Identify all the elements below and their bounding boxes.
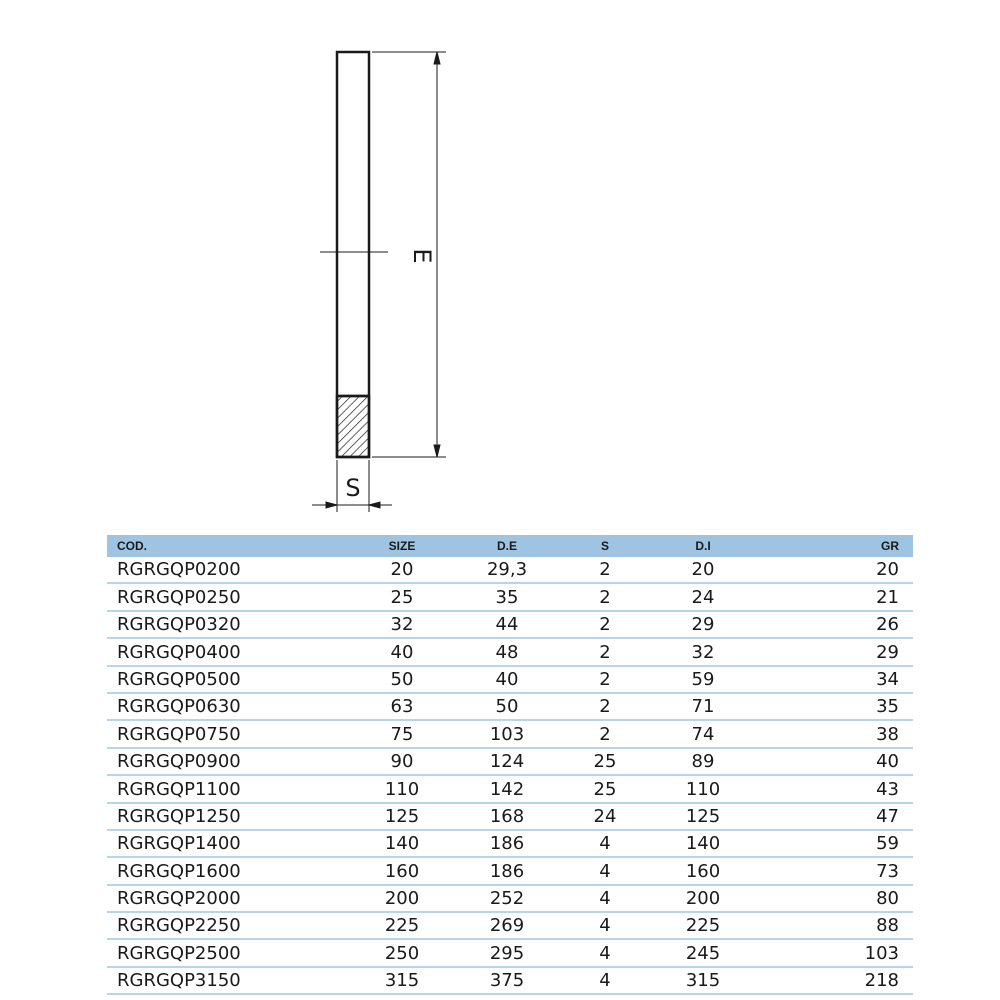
table-row (107, 830, 913, 857)
cell-s: 2 (557, 693, 653, 720)
header-size: SIZE (347, 535, 457, 557)
specification-table (107, 535, 913, 995)
cell-di: 32 (653, 638, 753, 665)
table-header-row (107, 535, 913, 557)
cell-di: 89 (653, 748, 753, 775)
cell-di: 29 (653, 611, 753, 638)
cell-s: 4 (557, 857, 653, 884)
cell-gr: 26 (753, 611, 913, 638)
cell-size: 125 (347, 803, 457, 830)
cell-gr: 40 (753, 748, 913, 775)
table-row (107, 557, 913, 583)
cell-code: RGRGQP0400 (107, 638, 347, 665)
cell-gr: 88 (753, 912, 913, 939)
cell-code: RGRGQP0900 (107, 748, 347, 775)
cell-s: 2 (557, 638, 653, 665)
cell-s: 2 (557, 583, 653, 610)
cell-size: 50 (347, 666, 457, 693)
cell-gr: 21 (753, 583, 913, 610)
cell-de: 186 (457, 857, 557, 884)
cell-di: 24 (653, 583, 753, 610)
header-de: D.E (457, 535, 557, 557)
cell-di: 110 (653, 775, 753, 802)
cell-code: RGRGQP2250 (107, 912, 347, 939)
table-row (107, 803, 913, 830)
dimension-label-s: S (345, 474, 361, 502)
cell-code: RGRGQP1250 (107, 803, 347, 830)
hatched-section (337, 396, 369, 457)
cell-s: 25 (557, 748, 653, 775)
table-row (107, 666, 913, 693)
cell-di: 71 (653, 693, 753, 720)
cell-size: 315 (347, 967, 457, 994)
cell-gr: 80 (753, 885, 913, 912)
table-row (107, 857, 913, 884)
cell-de: 168 (457, 803, 557, 830)
cell-de: 103 (457, 720, 557, 747)
table-row (107, 748, 913, 775)
cell-code: RGRGQP3150 (107, 967, 347, 994)
cell-di: 245 (653, 939, 753, 966)
table-row (107, 885, 913, 912)
cell-gr: 218 (753, 967, 913, 994)
cell-gr: 35 (753, 693, 913, 720)
cell-code: RGRGQP1400 (107, 830, 347, 857)
cell-size: 20 (347, 557, 457, 583)
cell-gr: 59 (753, 830, 913, 857)
cell-de: 186 (457, 830, 557, 857)
cell-code: RGRGQP0320 (107, 611, 347, 638)
cell-size: 25 (347, 583, 457, 610)
cell-s: 2 (557, 720, 653, 747)
header-s: S (557, 535, 653, 557)
cell-size: 40 (347, 638, 457, 665)
cell-code: RGRGQP1100 (107, 775, 347, 802)
cell-di: 225 (653, 912, 753, 939)
cell-gr: 103 (753, 939, 913, 966)
table-row (107, 912, 913, 939)
cell-de: 124 (457, 748, 557, 775)
cell-size: 225 (347, 912, 457, 939)
table-row (107, 967, 913, 994)
cell-s: 25 (557, 775, 653, 802)
table-row (107, 583, 913, 610)
cell-code: RGRGQP2500 (107, 939, 347, 966)
cell-size: 63 (347, 693, 457, 720)
table-row (107, 611, 913, 638)
cell-s: 24 (557, 803, 653, 830)
cell-size: 32 (347, 611, 457, 638)
cell-di: 160 (653, 857, 753, 884)
cell-code: RGRGQP0200 (107, 557, 347, 583)
header-gr: GR (753, 535, 913, 557)
table-row (107, 638, 913, 665)
cell-code: RGRGQP0750 (107, 720, 347, 747)
gasket-profile (337, 52, 369, 457)
table-row (107, 720, 913, 747)
cell-size: 160 (347, 857, 457, 884)
cell-size: 140 (347, 830, 457, 857)
cell-code: RGRGQP0630 (107, 693, 347, 720)
cell-size: 90 (347, 748, 457, 775)
cell-gr: 29 (753, 638, 913, 665)
cell-size: 250 (347, 939, 457, 966)
cell-gr: 73 (753, 857, 913, 884)
header-cod: COD. (107, 535, 347, 557)
cell-size: 110 (347, 775, 457, 802)
cell-s: 4 (557, 912, 653, 939)
cell-gr: 47 (753, 803, 913, 830)
cell-di: 74 (653, 720, 753, 747)
cell-de: 252 (457, 885, 557, 912)
cell-de: 50 (457, 693, 557, 720)
cell-di: 140 (653, 830, 753, 857)
cell-size: 200 (347, 885, 457, 912)
cell-de: 40 (457, 666, 557, 693)
cell-size: 75 (347, 720, 457, 747)
cell-code: RGRGQP2000 (107, 885, 347, 912)
table-row (107, 775, 913, 802)
table-row (107, 939, 913, 966)
cell-s: 2 (557, 611, 653, 638)
cell-de: 29,3 (457, 557, 557, 583)
cell-di: 200 (653, 885, 753, 912)
cell-code: RGRGQP0250 (107, 583, 347, 610)
cell-de: 48 (457, 638, 557, 665)
cell-di: 59 (653, 666, 753, 693)
cell-code: RGRGQP1600 (107, 857, 347, 884)
cell-s: 4 (557, 939, 653, 966)
cell-gr: 20 (753, 557, 913, 583)
cell-di: 315 (653, 967, 753, 994)
cell-di: 125 (653, 803, 753, 830)
cell-di: 20 (653, 557, 753, 583)
cell-s: 2 (557, 557, 653, 583)
cell-de: 295 (457, 939, 557, 966)
cell-de: 44 (457, 611, 557, 638)
table-row (107, 693, 913, 720)
cell-s: 4 (557, 967, 653, 994)
cell-s: 4 (557, 885, 653, 912)
header-di: D.I (653, 535, 753, 557)
cell-s: 2 (557, 666, 653, 693)
cell-gr: 34 (753, 666, 913, 693)
cell-de: 375 (457, 967, 557, 994)
cell-s: 4 (557, 830, 653, 857)
cell-code: RGRGQP0500 (107, 666, 347, 693)
cell-gr: 38 (753, 720, 913, 747)
dimension-label-e: E (408, 248, 436, 264)
cell-de: 269 (457, 912, 557, 939)
cell-de: 142 (457, 775, 557, 802)
cell-gr: 43 (753, 775, 913, 802)
cell-de: 35 (457, 583, 557, 610)
